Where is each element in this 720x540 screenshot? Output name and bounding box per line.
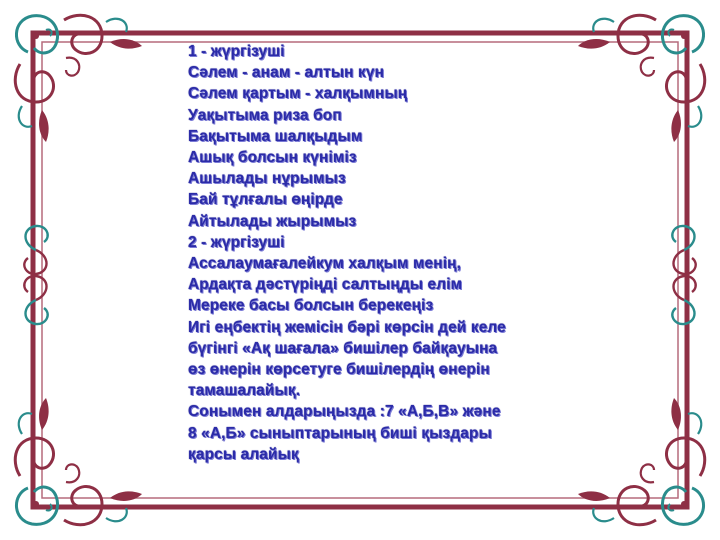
text-line: бүгінгі «Ақ шағала» бишілер байқауына (188, 339, 498, 357)
text-line: Уақытыма риза боп (188, 106, 342, 124)
text-line: қарсы алайық (188, 445, 299, 463)
swirl-ornament-icon (672, 276, 695, 324)
text-block (188, 41, 548, 465)
text-line: Сәлем - анам - алтын күн (188, 64, 385, 82)
text-line: тамашалайық. (188, 382, 301, 400)
text-line: Сәлем қартым - халқымның (188, 85, 408, 103)
text-line: Мереке басы болсын берекеңіз (188, 297, 434, 315)
text-line: 8 «А,Б» сыныптарының биші қыздары (188, 424, 492, 442)
heading-presenter-2: 2 - жүргізуші (188, 233, 285, 251)
swirl-ornament-icon (24, 226, 47, 274)
text-line: Ашылады нұрымыз (188, 170, 346, 188)
text-line: Ардақта дәстүріңді салтыңды елім (188, 276, 463, 294)
swirl-ornament-icon (24, 276, 47, 324)
swirl-ornament-icon (672, 226, 695, 274)
heading-presenter-1: 1 - жүргізуші (188, 43, 285, 60)
text-line: Айтылады жырымыз (188, 212, 357, 230)
text-line: Сонымен алдарыңызда :7 «А,Б,В» және (188, 403, 501, 421)
text-line: Игі еңбектің жемісін бәрі көрсін дей келе (188, 318, 506, 336)
text-line: Ашық болсын күніміз (188, 149, 357, 167)
text-line: Бай тұлғалы өңірде (188, 191, 343, 209)
text-line: Бақытыма шалқыдым (188, 127, 363, 145)
text-line: Ассалаумағалейкум халқым менің, (188, 255, 461, 273)
text-line: өз өнерін көрсетуге бишілердің өнерін (188, 361, 490, 379)
